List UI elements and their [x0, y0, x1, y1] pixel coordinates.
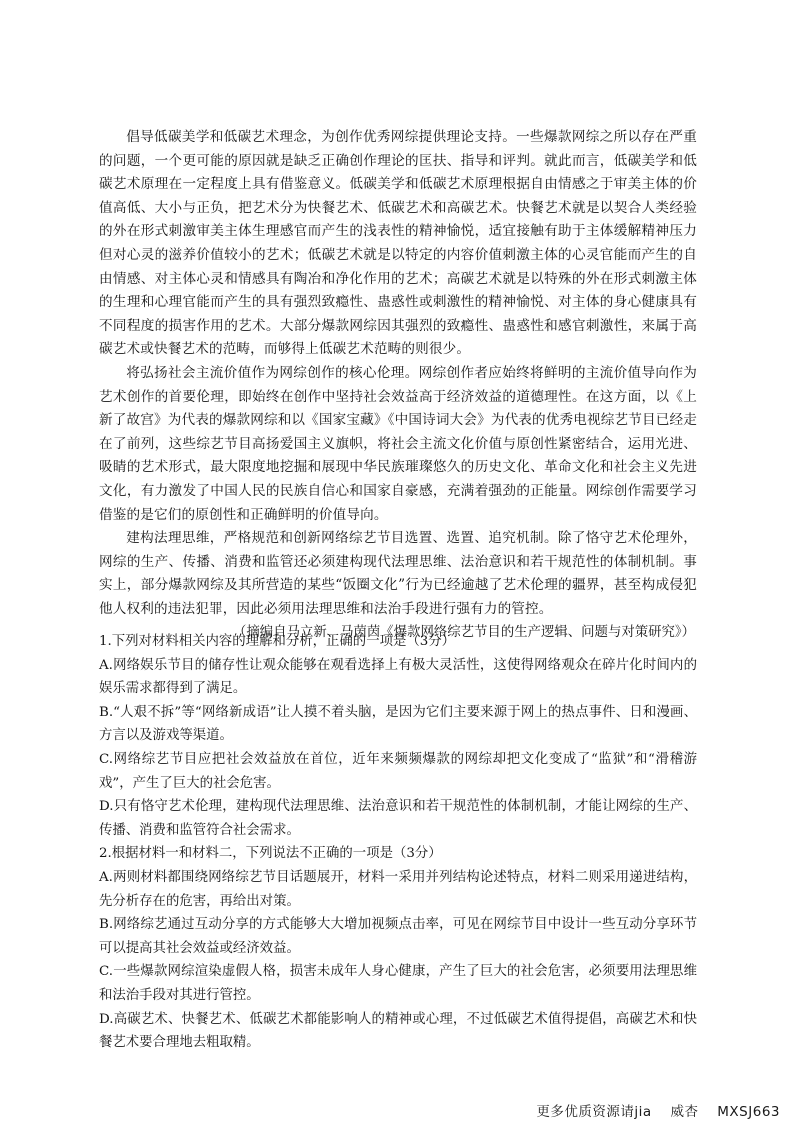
question-2 [99, 842, 697, 1054]
passage-source-citation: （摘编自马立新、马茵茵《爆款网络综艺节目的生产逻辑、问题与对策研究》） [233, 625, 695, 641]
footer-text-name: 威杏 [670, 1104, 699, 1120]
footer-text-resources: 更多优质资源请jia [536, 1104, 652, 1120]
question-1-option-c: C.网络综艺节目应把社会效益放在首位，近年来频频爆款的网综却把文化变成了“监狱”和“滑稽游戏”，产生了巨大的社会危害。 [99, 751, 697, 791]
question-2-option-a: A.两则材料都围绕网络综艺节目话题展开，材料一采用并列结构论述特点，材料二则采用递进结构，先分析存在的危害，再给出对策。 [99, 869, 697, 909]
question-2-option-b: B.网络综艺通过互动分享的方式能够大大增加视频点击率，可见在网综节目中设计一些互动分享环节可以提高其社会效益或经济效益。 [99, 917, 697, 956]
question-2-option-d: D.高碳艺术、快餐艺术、低碳艺术都能影响人的精神或心理，不过低碳艺术值得提倡，高碳艺术和快餐艺术要合理地去粗取精。 [99, 1011, 697, 1051]
passage-paragraph-1: 倡导低碳美学和低碳艺术理念，为创作优秀网综提供理论支持。一些爆款网综之所以存在严重的问题，一个更可能的原因就是缺乏正确创作理论的匡扶、指导和评判。就此而言，低碳美学和低碳艺术原理在一定程度上具有借鉴意义。低碳美学和低碳艺术原理根据自由情感之于审美主体的价值高低、大小与正负，把艺术分为快餐艺术、低碳艺术和高碳艺术。快餐艺术就是以契合人类经验的外在形式刺激审美主体生理感官而产生的浅表性的精神愉悦，适宜接触有助于主体缓解精神压力但对心灵的滋养价值较小的艺术；低碳艺术就是以特定的内容价值刺激主体的心灵官能而产生的自由情感、对主体心灵和情感具有陶冶和净化作用的艺术；高碳艺术就是以特殊的外在形式刺激主体的生理和心理官能而产生的具有强烈致瘾性、蛊惑性或刺激性的精神愉悦、对主体的身心健康具有不同程度的损害作用的艺术。大部分爆款网综因其强烈的致瘾性、蛊惑性和感官刺激性，来属于高碳艺术或快餐艺术的范畴，而够得上低碳艺术范畴的则很少。 [99, 129, 697, 358]
question-section [99, 630, 697, 1055]
footer-text-id: MXSJ663 [717, 1104, 780, 1120]
question-2-stem: 2.根据材料一和材料二，下列说法不正确的一项是（3分） [99, 846, 442, 862]
question-1-option-d: D.只有恪守艺术伦理，建构现代法理思维、法治意识和若干规范性的体制机制，才能让网综的生产、传播、消费和监管符合社会需求。 [99, 799, 697, 838]
question-1-option-b: B.“人艰不拆”等“网络新成语”让人摸不着头脑，是因为它们主要来源于网上的热点事件、日和漫画、方言以及游戏等渠道。 [99, 704, 697, 744]
question-1-option-a: A.网络娱乐节目的储存性让观众能够在观看选择上有极大灵活性，这使得网络观众在碎片化时间内的娱乐需求都得到了满足。 [99, 657, 697, 697]
question-1 [99, 630, 697, 842]
page-footer [522, 1100, 780, 1120]
question-1-stem: 1.下列对材料相关内容的理解和分析，正确的一项是（3分） [99, 634, 456, 649]
passage-paragraph-3: 建构法理思维，严格规范和创新网络综艺节目选置、选置、追究机制。除了恪守艺术伦理外，网综的生产、传播、消费和监管还必须建构现代法理思维、法治意识和若干规范性的体制机制。事实上，部分爆款网综及其所营造的某些“饭圈文化”行为已经逾越了艺术伦理的疆界，甚至构成侵犯他人权利的违法犯罪，因此必须用法理思维和法治手段进行强有力的管控。 [99, 530, 697, 617]
passage-paragraph-2: 将弘扬社会主流价值作为网综创作的核心伦理。网综创作者应始终将鲜明的主流价值导向作为艺术创作的首要伦理，即始终在创作中坚持社会效益高于经济效益的道德理性。在这方面，以《上新了故宫》为代表的爆款网综和以《国家宝藏》《中国诗词大会》为代表的优秀电视综艺节目已经走在了前列，这些综艺节目高扬爱国主义旗帜，将社会主流文化价值与原创性紧密结合，运用光进、吸睛的艺术形式，最大限度地挖掘和展现中华民族璀璨悠久的历史文化、革命文化和社会主义先进文化，有力激发了中国人民的民族自信心和国家自豪感，充满着强劲的正能量。网综创作需要学习借鉴的是它们的原创性和正确鲜明的价值导向。 [99, 364, 697, 523]
question-2-option-c: C.一些爆款网综渲染虚假人格，损害未成年人身心健康，产生了巨大的社会危害，必须要用法理思维和法治手段对其进行管控。 [99, 964, 697, 1003]
reading-passage [99, 126, 697, 645]
